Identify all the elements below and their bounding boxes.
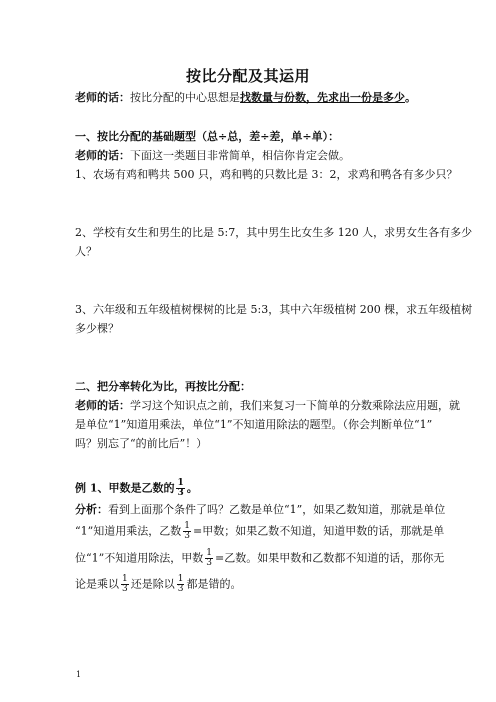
fraction bbox=[176, 479, 184, 498]
fraction bbox=[177, 575, 185, 594]
analysis-text-1: 看到上面那个条件了吗？乙数是单位“1”，如果乙数知道，那就是单位 bbox=[108, 503, 446, 516]
fraction-denominator: 3 bbox=[177, 584, 184, 594]
fraction-numerator: 1 bbox=[177, 478, 184, 488]
analysis-line-3 bbox=[75, 548, 445, 568]
intro-line bbox=[75, 91, 425, 105]
section2-heading: 二、把分率转化为比，再按比分配： bbox=[75, 380, 251, 393]
question-3-line-1: 3、六年级和五年级植树棵树的比是 5:3，其中六年级植树 200 棵，求五年级植树 bbox=[75, 303, 473, 316]
analysis-text-4a: 论是乘以 bbox=[75, 577, 119, 591]
fraction-numerator: 1 bbox=[184, 521, 190, 531]
analysis-line-4 bbox=[75, 575, 425, 594]
analysis-text-2b: =甲数；如果乙数不知道，知道甲数的话，那就是单 bbox=[192, 524, 445, 538]
question-3-line-2: 多少棵？ bbox=[75, 322, 119, 335]
section2-paragraph-line-1 bbox=[75, 399, 460, 413]
section1-heading: 一、按比分配的基础题型（总÷总，差÷差，单÷单）： bbox=[75, 130, 340, 143]
question-2-line-2: 人？ bbox=[75, 245, 97, 258]
intro-label: 老师的话： bbox=[75, 91, 130, 104]
intro-end: 。 bbox=[405, 91, 416, 104]
fraction bbox=[205, 549, 213, 568]
page-title: 按比分配及其运用 bbox=[185, 67, 310, 85]
fraction-numerator: 1 bbox=[177, 574, 184, 584]
fraction-denominator: 3 bbox=[122, 584, 128, 594]
fraction-denominator: 3 bbox=[177, 488, 184, 498]
intro-text: 按比分配的中心思想是 bbox=[130, 91, 240, 104]
fraction-denominator: 3 bbox=[184, 531, 190, 541]
analysis-line-2 bbox=[75, 521, 445, 541]
analysis-text-4c: 都是错的。 bbox=[186, 577, 242, 591]
analysis-text-4b: 还是除以 bbox=[130, 577, 175, 591]
section2-paragraph-line-3: 吗？别忘了“的前比后”！） bbox=[75, 437, 208, 450]
example-end: 。 bbox=[186, 481, 198, 495]
example-prefix: 例 1、甲数是乙数的 bbox=[75, 481, 175, 495]
section2-p1-text: 学习这个知识点之前，我们来复习一下简单的分数乘除法应用题，就 bbox=[130, 399, 460, 412]
question-1: 1、农场有鸡和鸭共 500 只，鸡和鸭的只数比是 3：2，求鸡和鸭各有多少只？ bbox=[75, 168, 458, 181]
question-2-line-1: 2、学校有女生和男生的比是 5:7，其中男生比女生多 120 人，求男女生各有多少 bbox=[75, 226, 473, 239]
fraction-numerator: 1 bbox=[122, 574, 128, 584]
page-number: 1 bbox=[76, 670, 82, 679]
fraction-numerator: 1 bbox=[206, 548, 212, 558]
intro-emphasis: 找数量与份数，先求出一份是多少 bbox=[240, 91, 405, 104]
fraction bbox=[183, 522, 191, 541]
analysis-text-3b: =乙数。如果甲数和乙数都不知道的话，那你无 bbox=[214, 551, 445, 565]
section1-teacher-label: 老师的话： bbox=[75, 149, 130, 162]
analysis-label: 分析： bbox=[75, 503, 108, 516]
fraction bbox=[121, 575, 129, 594]
section1-teacher-text: 下面这一类题目非常简单，相信你肯定会做。 bbox=[130, 149, 350, 162]
section1-teacher-line bbox=[75, 149, 425, 163]
fraction-denominator: 3 bbox=[206, 558, 212, 568]
section2-teacher-label: 老师的话： bbox=[75, 399, 130, 412]
analysis-text-3a: 位“1”不知道用除法，甲数 bbox=[75, 551, 204, 565]
section2-paragraph-line-2: 是单位“1”知道用乘法，单位“1”不知道用除法的题型。（你会判断单位“1” bbox=[75, 418, 433, 431]
analysis-text-2a: “1”知道用乘法，乙数 bbox=[75, 524, 182, 538]
analysis-line-1 bbox=[75, 503, 446, 517]
example-1 bbox=[75, 479, 425, 498]
